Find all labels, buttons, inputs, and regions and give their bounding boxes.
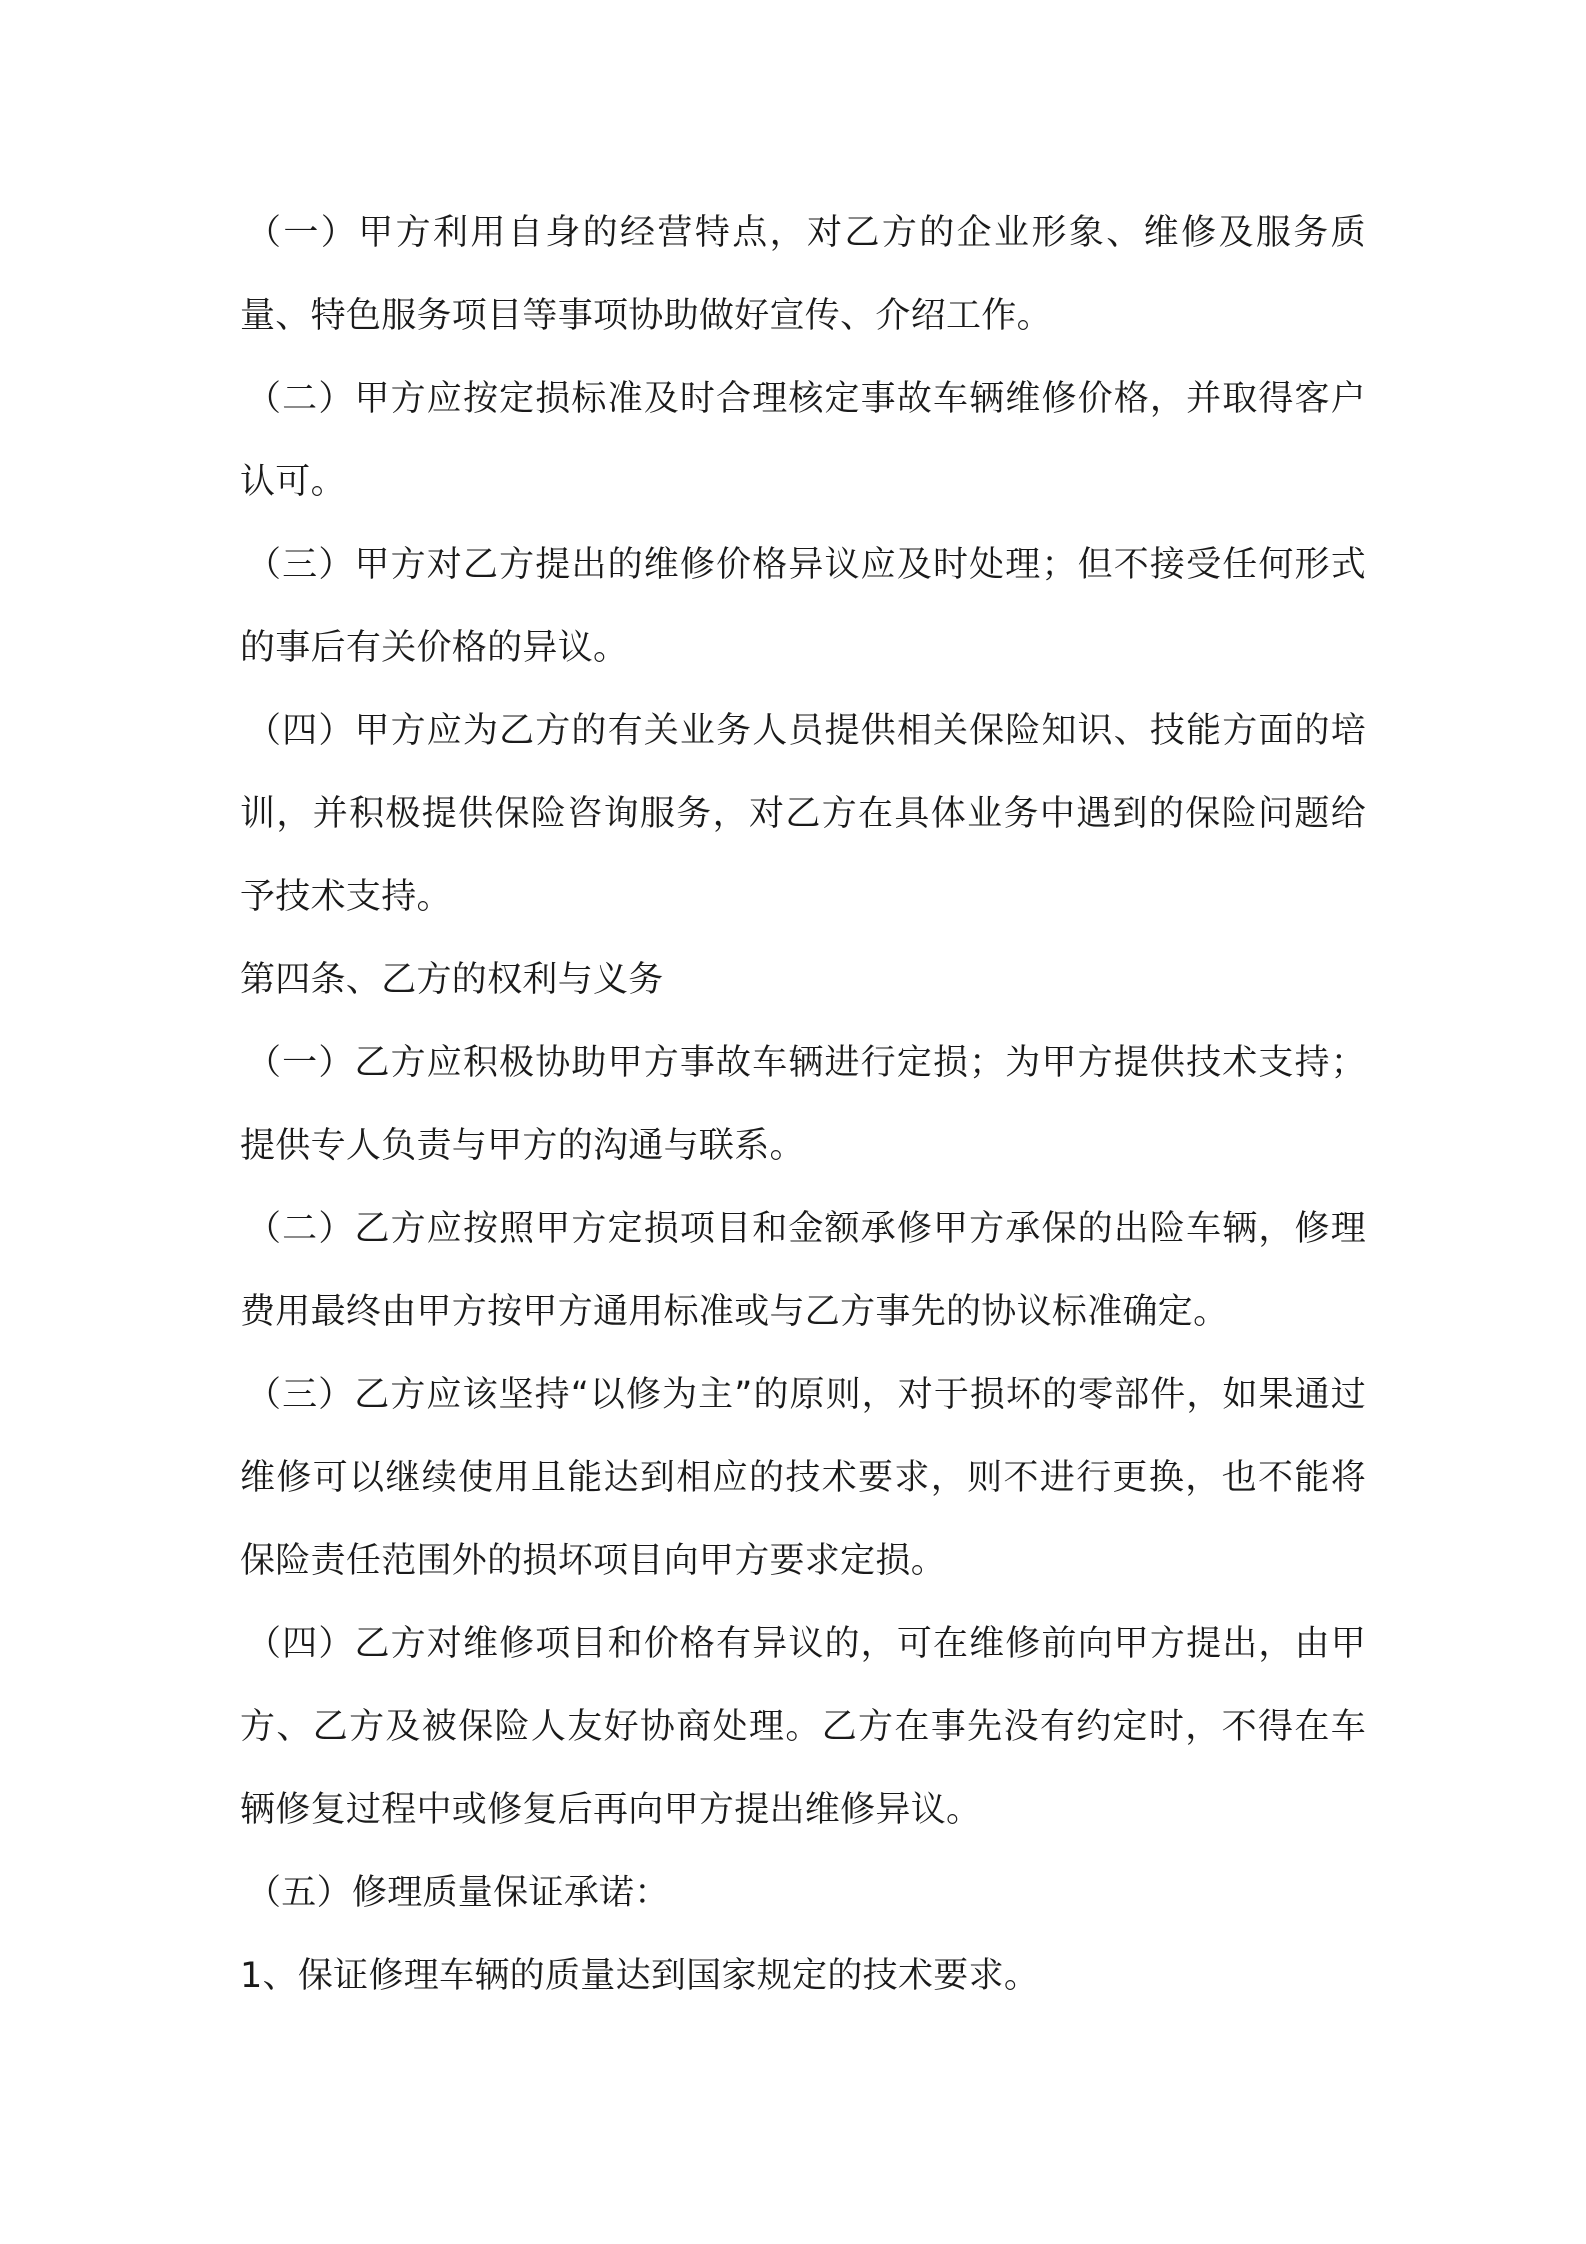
paragraph-party-b-5: （五）修理质量保证承诺： [246, 1873, 670, 1913]
section-heading-article-4: 第四条、乙方的权利与义务 [240, 960, 664, 1000]
paragraph-party-a-3: （三）甲方对乙方提出的维修价格异议应及时处理；但不接受任何形式的事后有关价格的异议。 [240, 545, 1366, 668]
paragraph-party-a-4: （四）甲方应为乙方的有关业务人员提供相关保险知识、技能方面的培训，并积极提供保险咨询服务，对乙方在具体业务中遇到的保险问题给予技术支持。 [240, 711, 1366, 917]
paragraph-party-a-1: （一）甲方利用自身的经营特点，对乙方的企业形象、维修及服务质量、特色服务项目等事项协助做好宣传、介绍工作。 [240, 213, 1366, 336]
paragraph-party-b-2: （二）乙方应按照甲方定损项目和金额承修甲方承保的出险车辆，修理费用最终由甲方按甲方通用标准或与乙方事先的协议标准确定。 [240, 1209, 1366, 1332]
paragraph-party-b-4: （四）乙方对维修项目和价格有异议的，可在维修前向甲方提出，由甲方、乙方及被保险人友好协商处理。乙方在事先没有约定时，不得在车辆修复过程中或修复后再向甲方提出维修异议。 [240, 1624, 1366, 1830]
paragraph-party-a-2: （二）甲方应按定损标准及时合理核定事故车辆维修价格，并取得客户认可。 [240, 379, 1366, 502]
paragraph-party-b-3: （三）乙方应该坚持“以修为主”的原则，对于损坏的零部件，如果通过维修可以继续使用且能达到相应的技术要求，则不进行更换，也不能将保险责任范围外的损坏项目向甲方要求定损。 [240, 1375, 1366, 1581]
document-body [240, 192, 1366, 2018]
list-item-1: 1、保证修理车辆的质量达到国家规定的技术要求。 [240, 1956, 1040, 1996]
paragraph-party-b-1: （一）乙方应积极协助甲方事故车辆进行定损；为甲方提供技术支持；提供专人负责与甲方的沟通与联系。 [240, 1043, 1366, 1166]
